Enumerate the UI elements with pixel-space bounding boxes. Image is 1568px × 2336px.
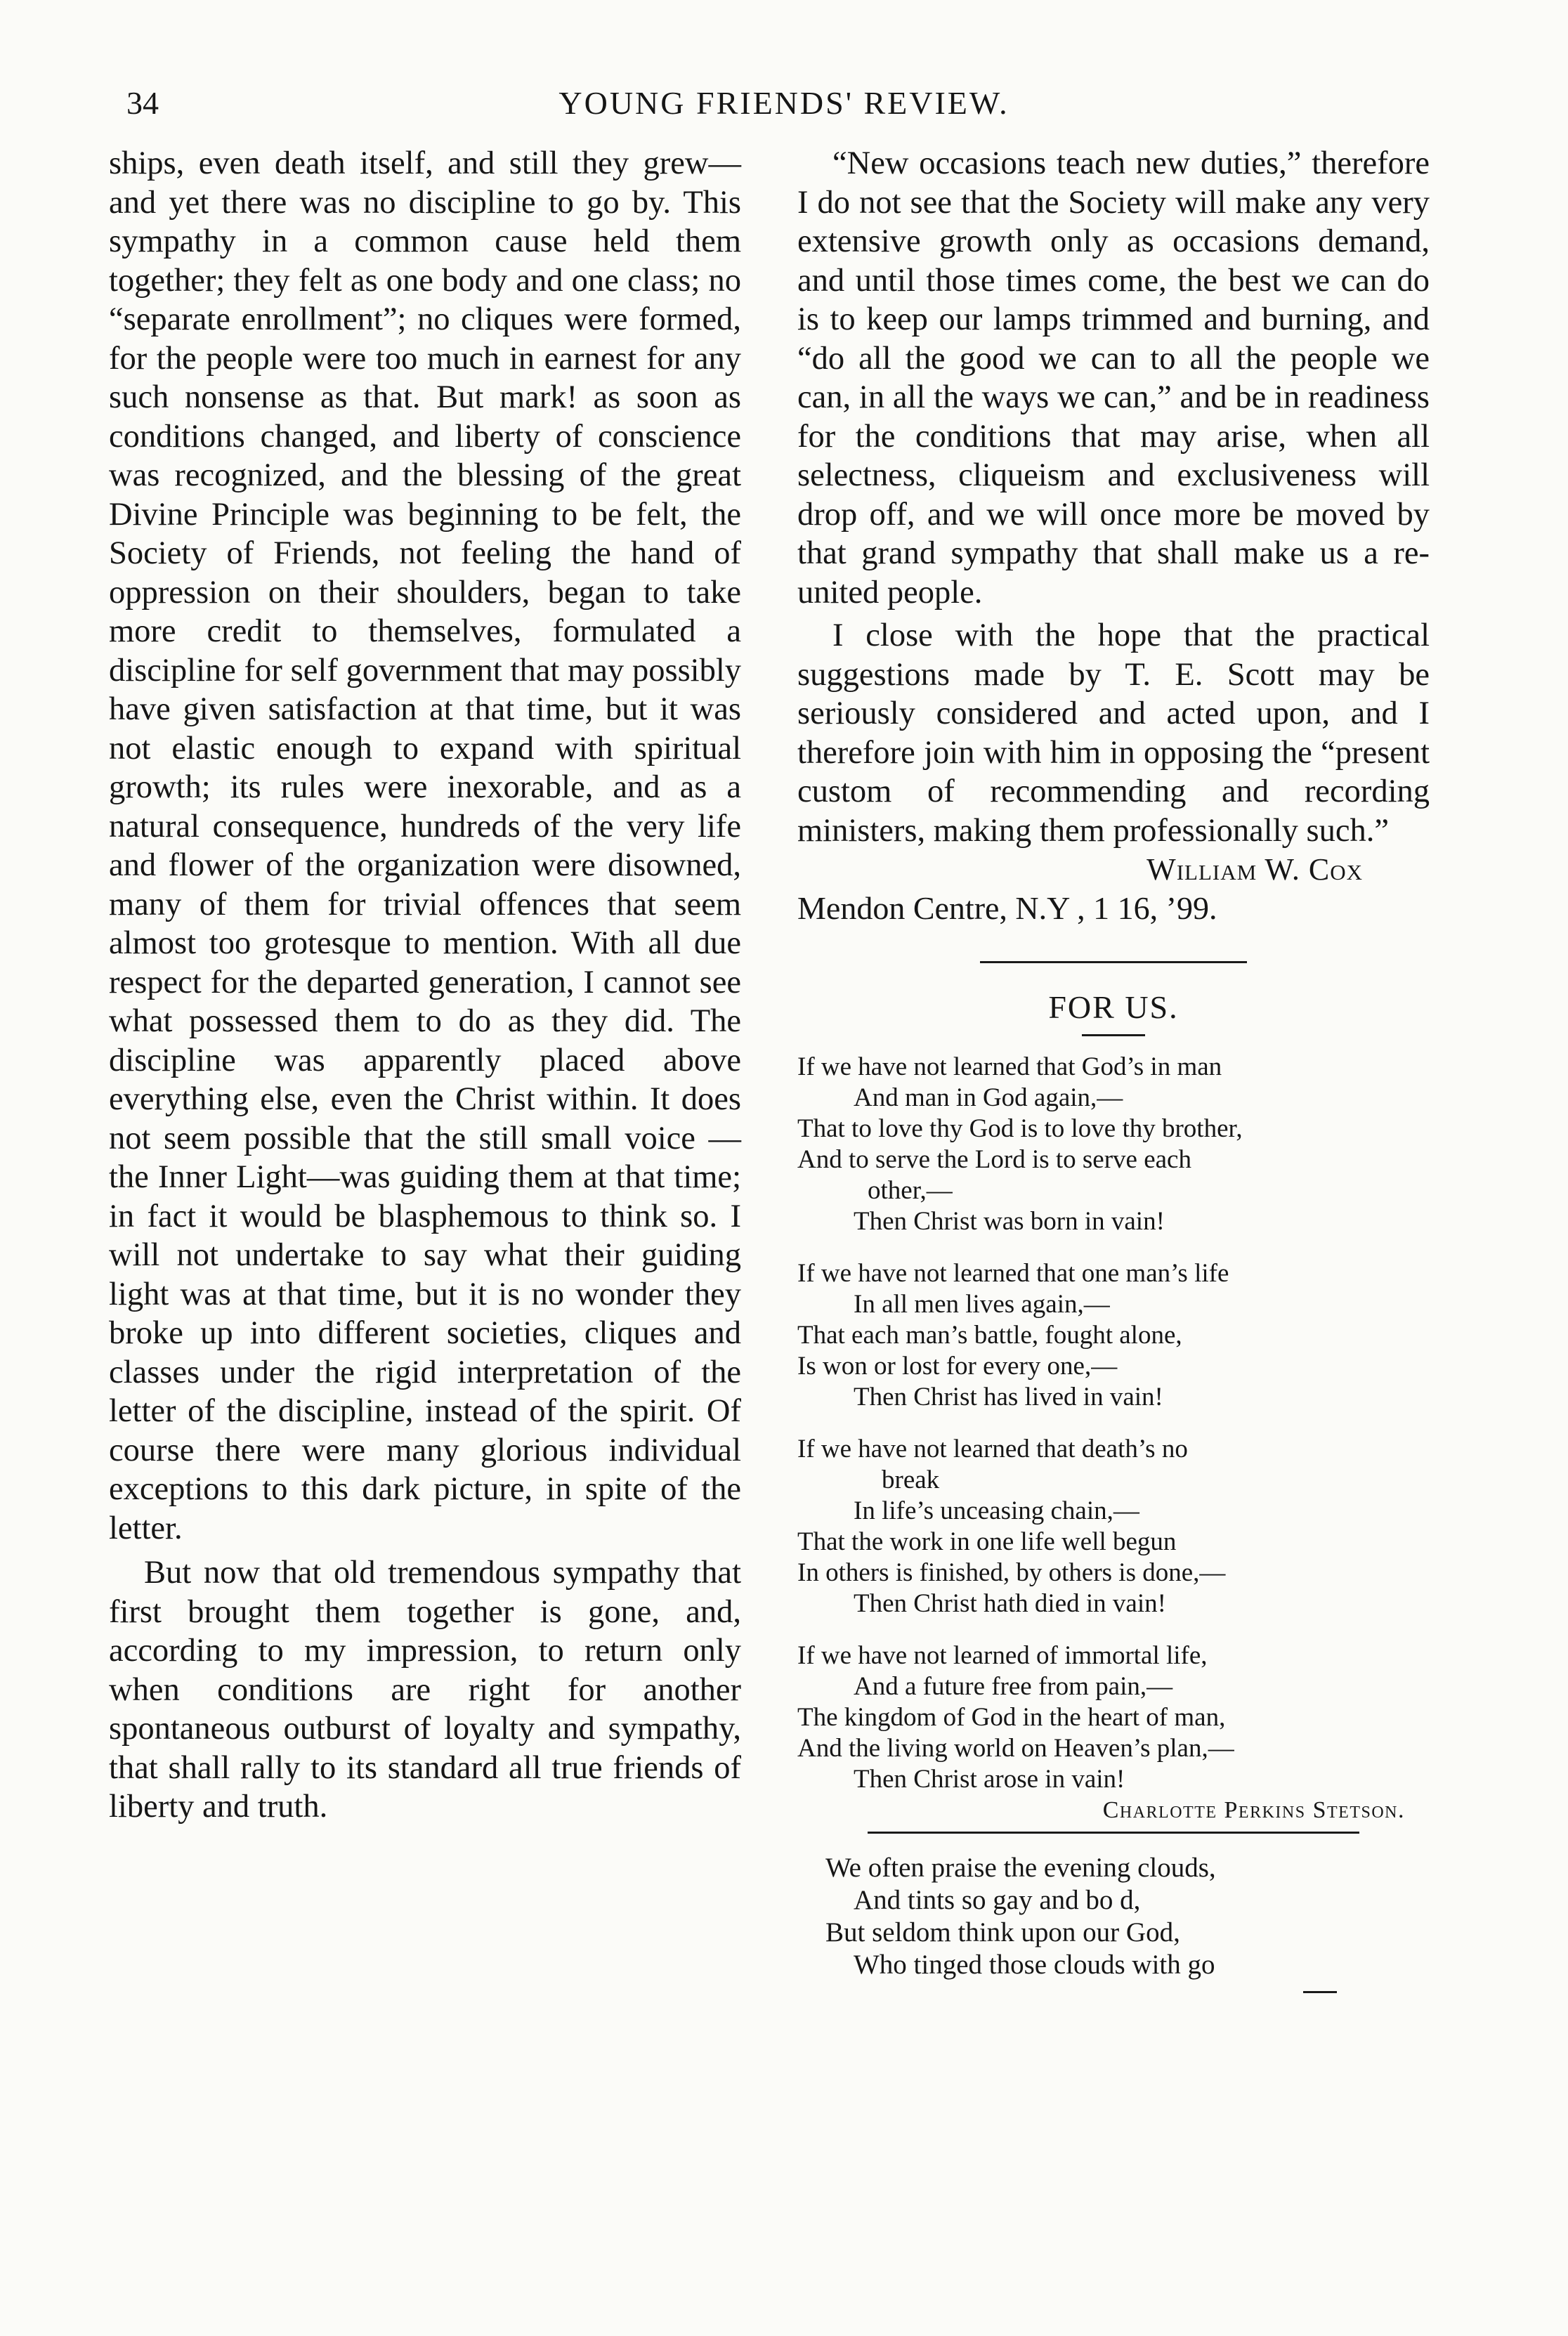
quatrain-divider	[868, 1832, 1359, 1834]
right-column	[797, 144, 1430, 1993]
left-paragraph-1: ships, even death itself, and still they grew—and yet there was no discipline to go by. This sympathy in a common cause held them together; they felt as one body and one class; no “separate enrollment”; no cliques were formed, for the people were too much in earnest for any such nonsense as that. But mark! as soon as conditions changed, and liberty of conscience was recognized, and the blessing of the great Divine Principle was beginning to be felt, the Society of Friends, not feeling the hand of oppression on their shoulders, began to take more credit to themselves, formulated a discipline for self government that may possibly have given satisfaction at that time, but it was not elastic enough to expand with spiritual growth; its rules were inexorable, and as a natural consequence, hundreds of the very life and flower of the organization were disowned, many of them for trivial offences that seem almost too grotesque to mention. With all due respect for the departed generation, I cannot see what possessed them to do as they did. The discipline was apparently placed above everything else, even the Christ within. It does not seem possible that the still small voice —the Inner Light—was guiding them at that time; in fact it would be blasphemous to think so. I will not undertake to say what their guiding light was at that time, but it is no wonder they broke up into different societies, cliques and classes under the rigid interpretation of the letter of the discipline, instead of the spirit. Of course there were many glorious individual exceptions to this dark picture, in spite of the letter.	[109, 145, 741, 1546]
poem-line: That to love thy God is to love thy brother,	[797, 1114, 1243, 1143]
poem-line: Then Christ arose in vain!	[854, 1765, 1125, 1794]
poem-line: And man in God again,—	[854, 1083, 1123, 1112]
poem-line: In all men lives again,—	[854, 1290, 1110, 1319]
quatrain-line: We often praise the evening clouds,	[825, 1853, 1216, 1883]
poem-line: break	[882, 1466, 940, 1494]
poem-stanza-3	[797, 1434, 1430, 1619]
title-underline	[1082, 1034, 1145, 1036]
poem-line: other,—	[868, 1176, 953, 1205]
poem-line: And the living world on Heaven’s plan,—	[797, 1734, 1234, 1763]
end-mark	[1303, 1991, 1337, 1993]
poem-line: That the work in one life well begun	[797, 1527, 1177, 1556]
poem-line: If we have not learned that God’s in man	[797, 1052, 1222, 1081]
poem-line: If we have not learned that death’s no	[797, 1435, 1188, 1463]
poem-title: FOR US.	[1048, 989, 1179, 1025]
poem-stanza-1	[797, 1052, 1430, 1237]
poem-line: Then Christ has lived in vain!	[854, 1383, 1163, 1411]
quatrain-line: Who tinged those clouds with go	[854, 1950, 1215, 1980]
right-paragraph-1: “New occasions teach new duties,” therefore I do not see that the Society will make any very extensive growth only as occasions demand, and until those times come, the best we can do is to keep our lamps trimmed and burning, and “do all the good we can to all the people we can, in all the ways we can,” and be in readiness for the conditions that may arise, when all selectness, cliqueism and exclusiveness will drop off, and we will once more be moved by that grand sympathy that shall make us a re-united people.	[797, 145, 1430, 611]
poem-line: That each man’s battle, fought alone,	[797, 1321, 1182, 1350]
poem-line: Then Christ was born in vain!	[854, 1207, 1165, 1236]
left-paragraph-2: But now that old tremendous sympathy that first brought them together is gone, and, according to my impression, to return only when conditions are right for another spontaneous outburst of loyalty and sympathy, that shall rally to its standard all true friends of liberty and truth.	[109, 1555, 741, 1825]
letter-signature: William W. Cox	[1146, 852, 1363, 887]
left-column	[109, 144, 741, 1827]
poem-line: In others is finished, by others is done,—	[797, 1558, 1226, 1587]
quatrain-line: And tints so gay and bo d,	[854, 1885, 1141, 1915]
section-divider	[980, 961, 1247, 963]
quatrain-line: But seldom think upon our God,	[825, 1917, 1180, 1947]
poem-line: If we have not learned that one man’s life	[797, 1259, 1229, 1288]
letter-place-date: Mendon Centre, N.Y , 1 16, ’99.	[797, 890, 1217, 926]
poem-line: Is won or lost for every one,—	[797, 1352, 1118, 1381]
poem-line: The kingdom of God in the heart of man,	[797, 1703, 1226, 1732]
poem-stanza-2	[797, 1258, 1430, 1413]
running-title: YOUNG FRIENDS' REVIEW.	[558, 85, 1010, 121]
poem-author: Charlotte Perkins Stetson.	[1102, 1797, 1405, 1823]
page-number: 34	[126, 85, 159, 121]
poem-line: Then Christ hath died in vain!	[854, 1589, 1166, 1618]
page-header	[0, 84, 1568, 126]
poem-line: And a future free from pain,—	[854, 1672, 1173, 1701]
poem-line: In life’s unceasing chain,—	[854, 1496, 1139, 1525]
poem-line: And to serve the Lord is to serve each	[797, 1145, 1191, 1174]
closing-quatrain	[797, 1852, 1430, 1981]
poem-stanza-4	[797, 1640, 1430, 1795]
right-paragraph-2: I close with the hope that the practical suggestions made by T. E. Scott may be seriously considered and acted upon, and I therefore join with him in opposing the “present custom of recommending and recording ministers, making them professionally such.”	[797, 618, 1430, 849]
poem-line: If we have not learned of immortal life,	[797, 1641, 1208, 1670]
